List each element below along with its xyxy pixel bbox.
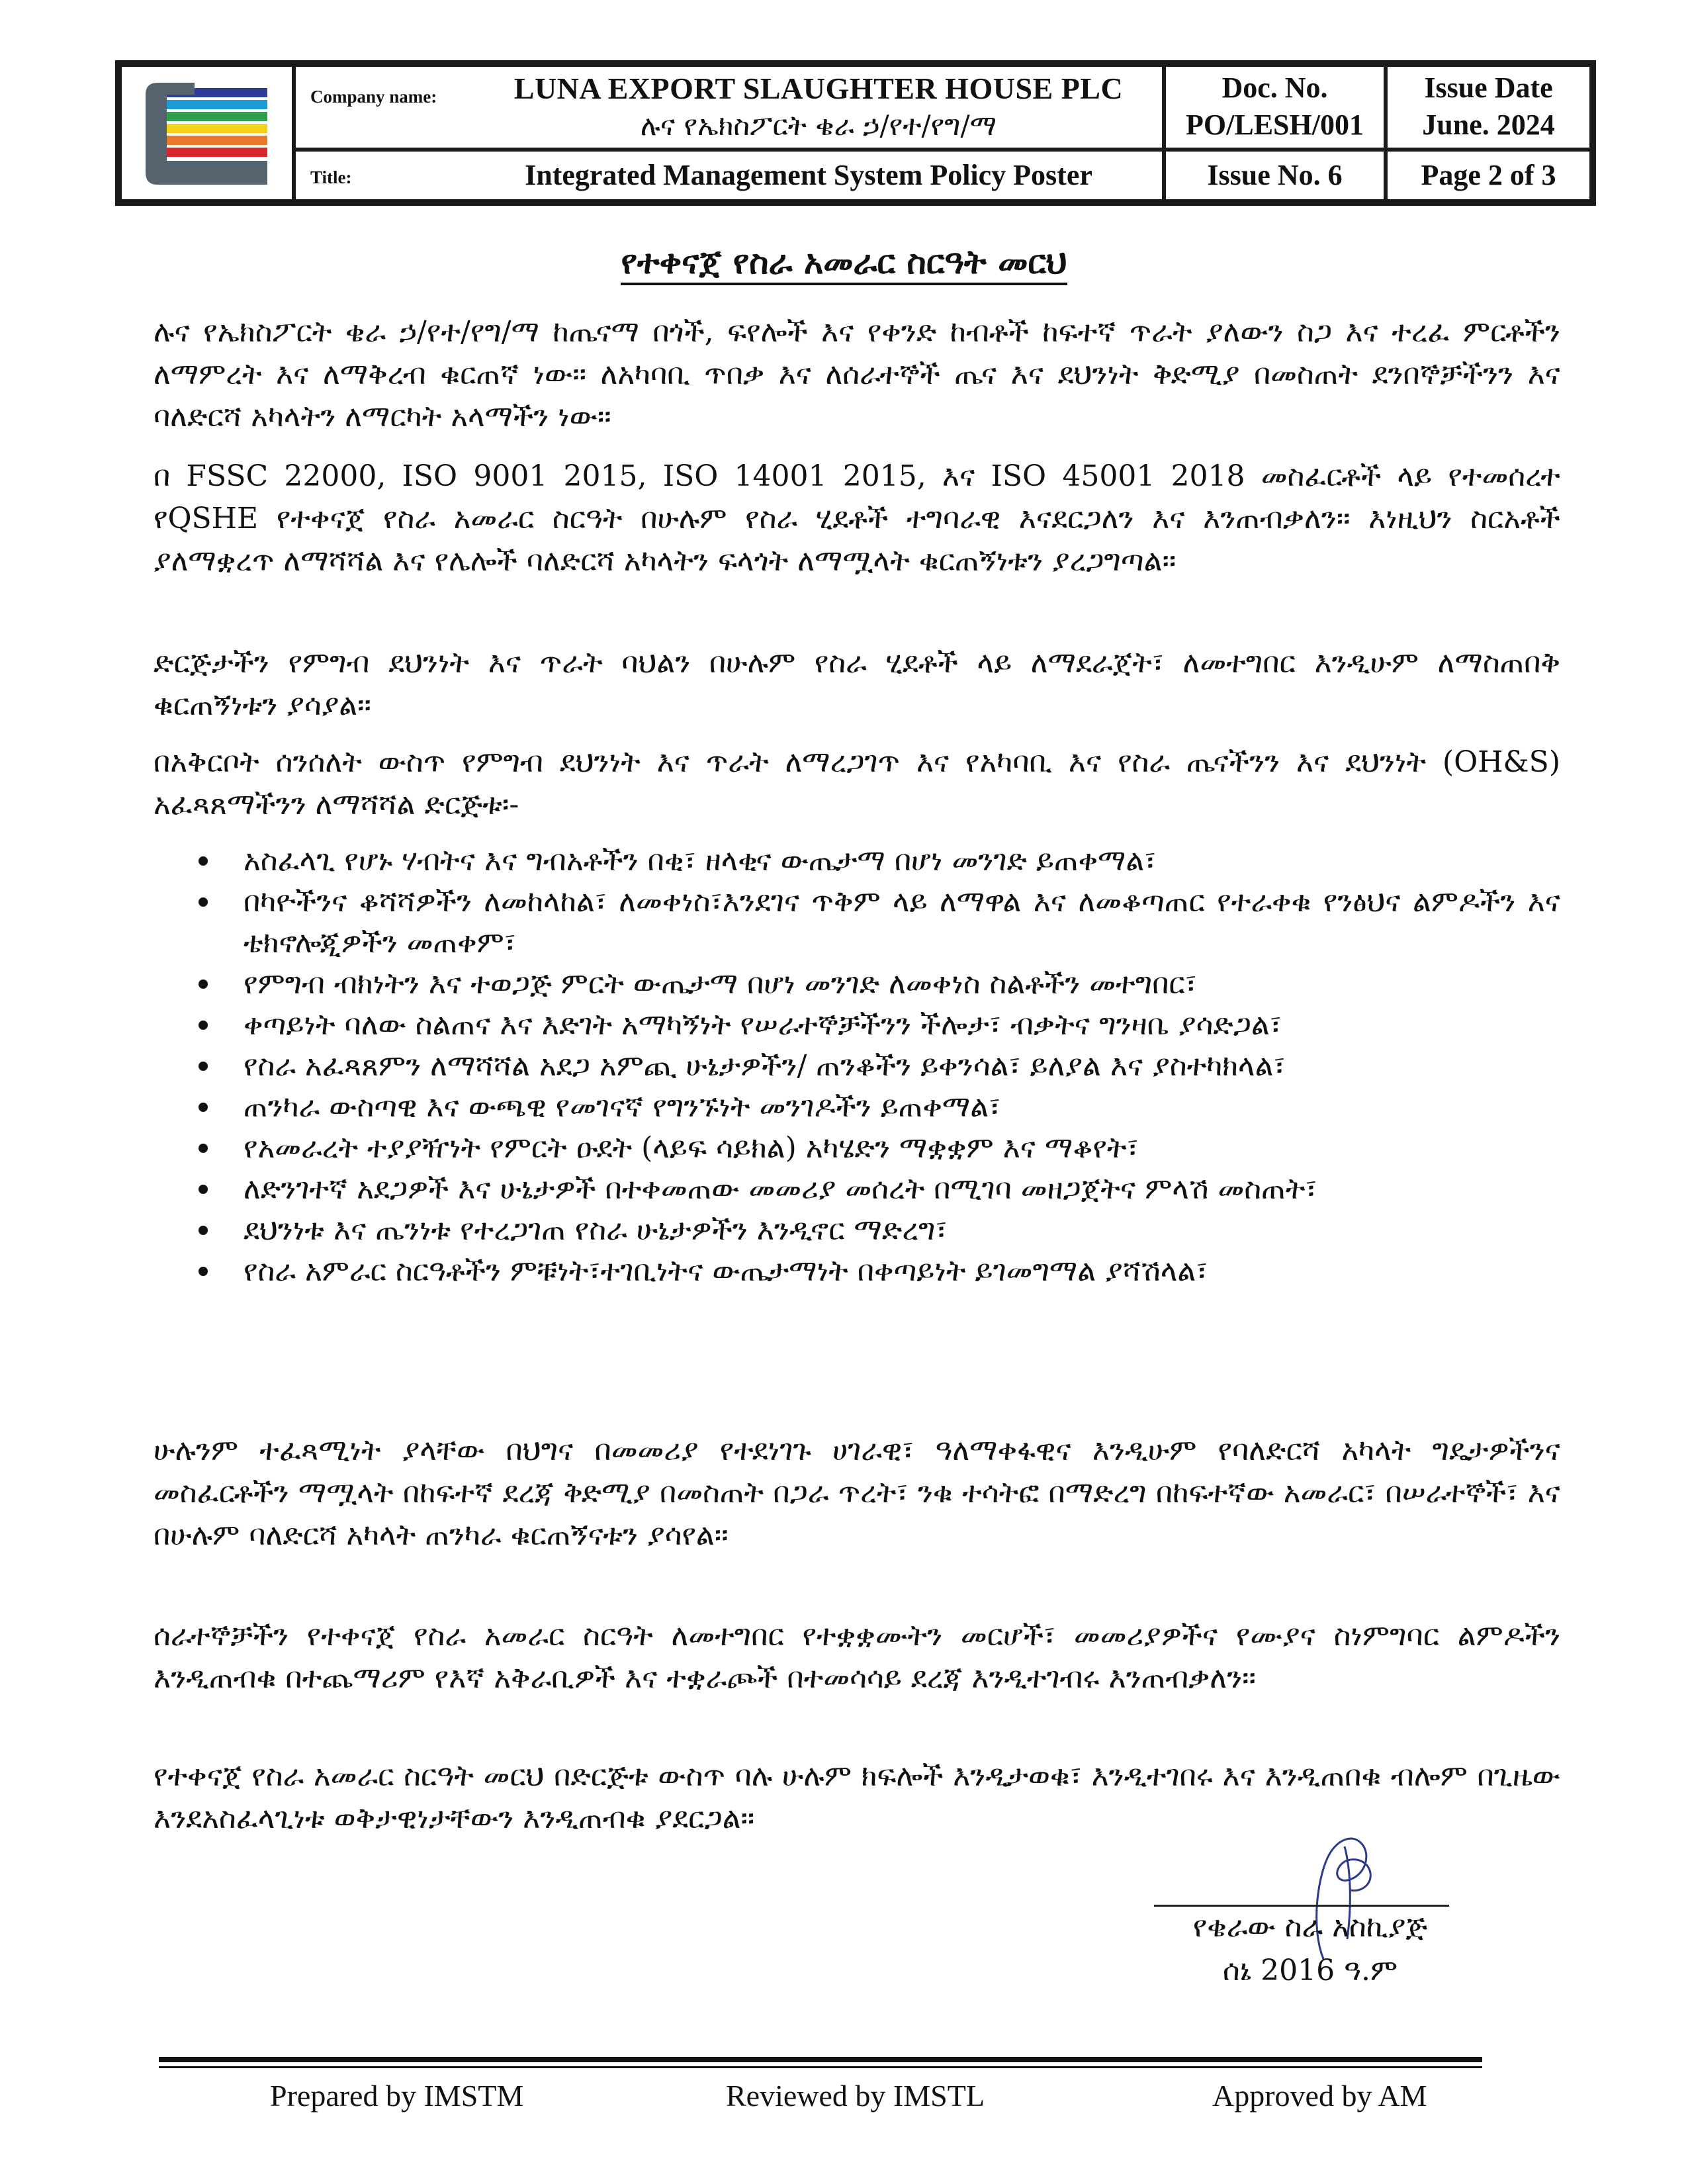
company-name-amharic: ሉና የኤክስፖርት ቄራ ኃ/የተ/የግ/ማ	[640, 109, 997, 142]
prepared-by: Prepared by IMSTM	[270, 2079, 524, 2113]
page-number: Page 2 of 3	[1421, 159, 1556, 191]
approved-by: Approved by AM	[1212, 2079, 1427, 2113]
list-item: ጠንካራ ውስጣዊ እና ውጫዊ የመገናኛ የግንኙነት መንገዶችን ይጠቀማል፣	[154, 1087, 1560, 1128]
paragraph-intro: ሉና የኤክስፖርት ቄራ ኃ/የተ/የግ/ማ ከጤናማ በጎች, ፍየሎች እና የቀንድ ከብቶች ከፍተኛ ጥራት ያለውን ስጋ እና ተረፈ ምርቶችን ለማምረት እና ለማቅረብ ቁርጠኛ ነው፡፡ ለአካባቢ ጥበቃ እና ለሰራተኞች ጤና እና ደህንነት ቅድሚያ በመስጠት ደንበኞቻችንን እና ባለድርሻ አካላትን ለማርካት አላማችን ነው፡፡	[154, 315, 1560, 433]
paragraph-compliance: ሁሉንም ተፈጻሚነት ያላቸው በህግና በመመሪያ የተደነገጉ ሀገራዊ፣ ዓለማቀፋዊና እንዲሁም የባለድርሻ አካላት ግዴታዎችንና መስፈርቶችን ማሟላት በከፍተኛ ደረጃ ቅድሚያ በመስጠት በጋራ ጥረት፣ ንቁ ተሳትፎ በማድረግ በከፍተኛው አመራር፣ በሠራተኞች፣ እና በሁሉም ባለድርሻ አካላት ጠንካራ ቁርጠኝናቱን ያሳየል፡፡	[154, 1433, 1560, 1552]
issue-number: Issue No. 6	[1207, 159, 1343, 191]
list-item: ለድንገተኛ አደጋዎች እና ሁኔታዎች በተቀመጠው መመሪያ መሰረት በሚገባ መዘጋጀትና ምላሽ መስጠት፣	[154, 1169, 1560, 1210]
doc-number: PO/LESH/001	[1186, 109, 1364, 141]
logo-cell	[120, 65, 294, 201]
signature-line	[1154, 1905, 1449, 1907]
list-item: የስራ አፈጻጸምን ለማሻሻል አደጋ አምጪ ሁኔታዎችን/ ጠንቆችን ይቀንሳል፣ ይለያል እና ያስተካክላል፣	[154, 1046, 1560, 1087]
page-number-cell	[1386, 150, 1591, 201]
list-item: የምግብ ብክነትን እና ተወጋጅ ምርት ውጤታማ በሆነ መንገድ ለመቀነስ ስልቶችን መተግበር፣	[154, 964, 1560, 1005]
doc-number-cell	[1164, 65, 1386, 150]
list-item: የአመራረት ተያያዥነት የምርት ዑደት (ላይፍ ሳይክል) አካሄድን ማቋቋም እና ማቆየት፣	[154, 1128, 1560, 1169]
paragraph-communication: የተቀናጀ የስራ አመራር ስርዓት መርህ በድርጅቱ ውስጥ ባሉ ሁሉም ክፍሎች እንዲታወቁ፣ እንዲተገበሩ እና እንዲጠበቁ ብሎም በጊዜው እንደአስፈላጊነቱ ወቅታዊነታቸውን እንዲጠብቁ ያደርጋል፡፡	[154, 1759, 1560, 1835]
commitment-list	[154, 841, 1560, 1292]
list-item: ቀጣይነት ባለው ስልጠና እና እድገት አማካኝነት የሠራተኞቻችንን ችሎታ፣ ብቃትና ግንዛቤ ያሳድጋል፣	[154, 1005, 1560, 1046]
company-logo	[126, 68, 285, 201]
doc-number-label: Doc. No.	[1222, 71, 1328, 104]
list-item: የስራ አምራር ስርዓቶችን ምቹነት፣ተገቢነትና ውጤታማነት በቀጣይነት ይገመግማል ያሻሽላል፣	[154, 1251, 1560, 1292]
signatory-title: የቄራው ስራ አስኪያጅ	[1192, 1910, 1428, 1944]
bullet-icon	[199, 1103, 208, 1112]
document-title: Integrated Management System Policy Poster	[525, 159, 1092, 191]
paragraph-employees: ሰራተኞቻችን የተቀናጀ የስራ አመራር ስርዓት ለመተግበር የተቋቋሙትን መርሆች፣ መመሪያዎችና የሙያና ስነምግባር ልምዶችን እንዲጠብቁ በተጨማሪም የእኛ አቅራቢዎች እና ተቋራጮች በተመሳሳይ ደረጃ እንዲተገብሩ እንጠብቃለን፡፡	[154, 1619, 1560, 1695]
issue-date-cell	[1386, 65, 1591, 150]
footer-rule	[159, 2057, 1482, 2062]
bullet-icon	[199, 1226, 208, 1235]
footer-rule-thin	[159, 2066, 1482, 2068]
company-name-cell	[294, 65, 1164, 150]
bullet-icon	[199, 979, 208, 989]
reviewed-by: Reviewed by IMSTL	[726, 2079, 985, 2113]
bullet-icon	[199, 1267, 208, 1276]
bullet-icon	[199, 1021, 208, 1030]
title-label: Title:	[310, 167, 352, 187]
signature-mark	[1284, 1827, 1396, 1966]
company-name-english: LUNA EXPORT SLAUGHTER HOUSE PLC	[513, 71, 1124, 105]
bullet-icon	[199, 897, 208, 907]
signature-date: ሰኔ 2016 ዓ.ም	[1222, 1954, 1398, 1987]
list-item: ደህንነቱ እና ጤንነቱ የተረጋገጠ የስራ ሁኔታዎችን እንዲኖር ማድረግ፣	[154, 1210, 1560, 1251]
title-cell	[294, 150, 1164, 201]
paragraph-standards: በ FSSC 22000, ISO 9001 2015, ISO 14001 2015, እና ISO 45001 2018 መስፈርቶች ላይ የተመሰረተ የQSHE የተቀናጀ የስራ አመራር ስርዓት በሁሉም የስራ ሂደቶች ተግባራዊ እናደርጋለን እና እንጠብቃለን፡፡ እነዚህን ስርአቶች ያለማቋረጥ ለማሻሻል እና የሌሎች ባለድርሻ አካላትን ፍላጎት ለማሟላት ቁርጠኝነቱን ያረጋግጣል፡፡	[154, 459, 1560, 578]
policy-heading: የተቀናጀ የስራ አመራር ስርዓት መርህ	[0, 242, 1688, 282]
list-item: በካዮችንና ቆሻሻዎችን ለመከላከል፣ ለመቀነስ፣እንደገና ጥቅም ላይ ለማዋል እና ለመቆጣጠር የተራቀቁ የንፅህና ልምዶችን እና ቴክኖሎጂዎችን መጠቀም፣	[154, 882, 1560, 964]
paragraph-supply-chain: በአቅርቦት ሰንሰለት ውስጥ የምግብ ደህንነት እና ጥራት ለማረጋገጥ እና የአካባቢ እና የስራ ጤናችንን እና ደህንነት (OH&S) አፈጻጸማችንን ለማሻሻል ድርጅቱ፡-	[154, 745, 1560, 821]
paragraph-food-safety-culture: ድርጅታችን የምግብ ደህንነት እና ጥራት ባህልን በሁሉም የስራ ሂደቶች ላይ ለማደራጀት፣ ለመተግበር እንዲሁም ለማስጠበቅ ቁርጠኝነቱን ያሳያል፡፡	[154, 646, 1560, 722]
bullet-icon	[199, 1185, 208, 1194]
document-header-table	[115, 60, 1596, 206]
bullet-icon	[199, 856, 208, 866]
issue-date-label: Issue Date	[1424, 71, 1553, 104]
bullet-icon	[199, 1062, 208, 1071]
list-item: አስፈላጊ የሆኑ ሃብትና እና ግብአቶችን በቂ፣ ዘላቂና ውጤታማ በሆነ መንገድ ይጠቀማል፣	[154, 841, 1560, 882]
issue-number-cell	[1164, 150, 1386, 201]
bullet-icon	[199, 1144, 208, 1153]
issue-date: June. 2024	[1422, 109, 1555, 141]
company-name-label: Company name:	[310, 87, 437, 107]
